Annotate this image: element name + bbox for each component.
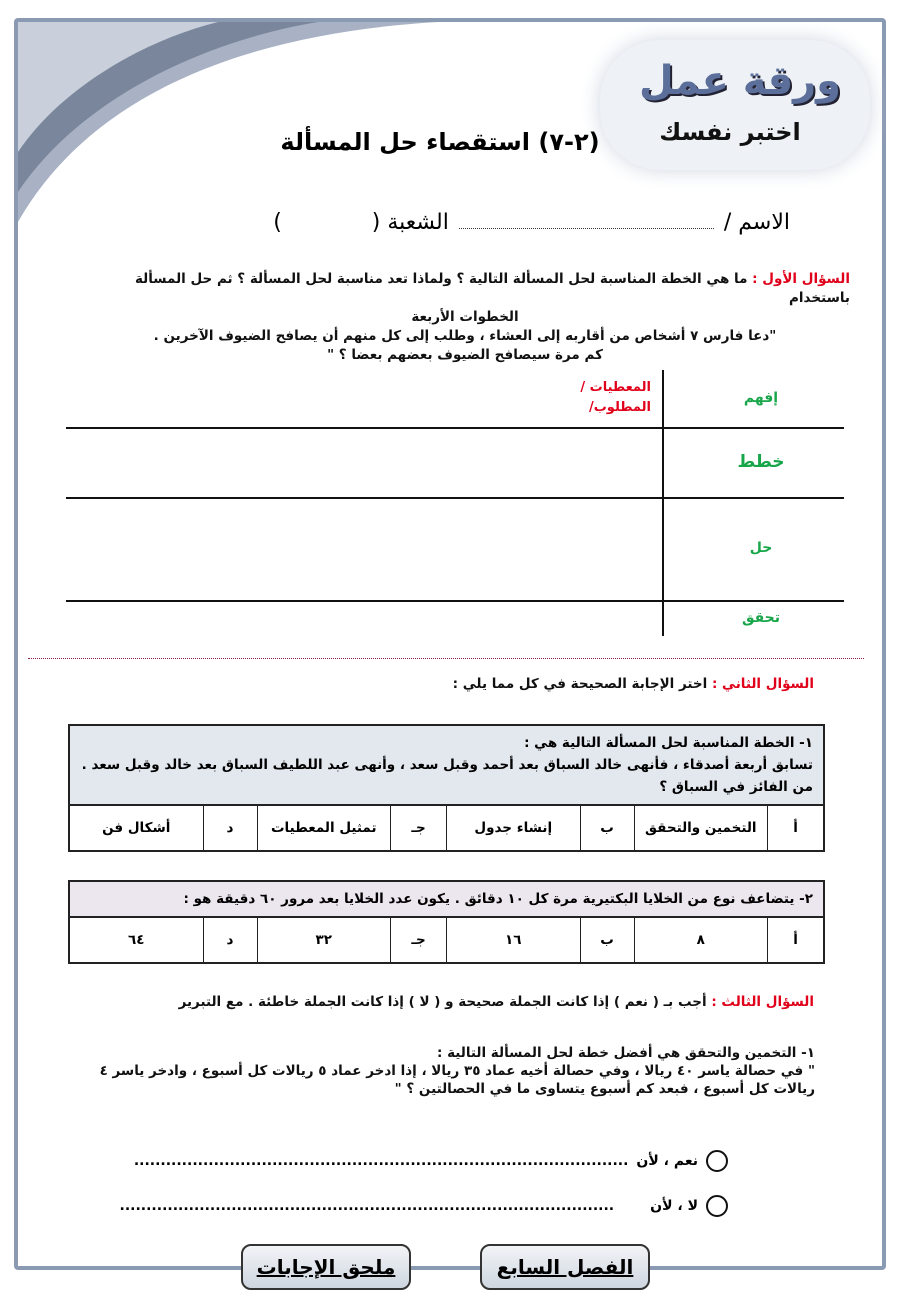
decorative-swoosh — [18, 22, 438, 222]
stage-plan: خطط — [737, 452, 785, 472]
answer-no — [120, 1195, 728, 1217]
option-letter: جـ — [390, 806, 446, 850]
name-label: الاسم / — [723, 210, 790, 235]
q3-item — [70, 1044, 815, 1098]
option-letter: أ — [767, 918, 823, 962]
mcq-1 — [68, 724, 825, 852]
subtitle: اختبر نفسك — [659, 118, 801, 146]
q1-text2: الخطوات الأربعة — [411, 309, 519, 325]
no-label: لا ، لأن — [650, 1198, 698, 1214]
q1-label: السؤال الأول : — [752, 271, 850, 287]
stage-check: تحقق — [741, 610, 781, 626]
four-steps-table — [66, 370, 844, 636]
option-choice[interactable]: ١٦ — [446, 918, 580, 962]
divider — [662, 370, 664, 636]
q3-item-title: ١- التخمين والتحقق هي أفضل خطة لحل المسألة التالية : — [436, 1045, 815, 1061]
q3-text: أجب بـ ( نعم ) إذا كانت الجملة صحيحة و ( لا ) إذا كانت الجملة خاطئة . مع التبرير — [178, 994, 707, 1010]
question-2-header — [80, 676, 814, 692]
givens-label: المعطيات / المطلوب/ — [580, 380, 651, 415]
option-choice[interactable]: أشكال فن — [102, 820, 171, 836]
option-choice[interactable]: ٣٢ — [257, 918, 391, 962]
option-letter: د — [203, 806, 257, 850]
option-choice[interactable]: التخمين والتحقق — [634, 806, 768, 850]
name-field[interactable] — [459, 215, 714, 229]
option-choice[interactable]: ٦٤ — [128, 932, 145, 948]
q2-text: اختر الإجابة الصحيحة في كل مما يلي : — [452, 676, 708, 692]
separator — [28, 658, 864, 659]
q3-item-body: " في حصالة ياسر ٤٠ ريالا ، وفي حصالة أخيه عماد ٣٥ ريالا ، إذا ادخر عماد ٥ ريالات كل أسبوع ، وادخر ياسر ٤ ريالات كل أسبوع ، فبعد كم أسبوع يتساوى ما في الحصالتين ؟ " — [99, 1063, 815, 1097]
mcq-1-body: تسابق أربعة أصدقاء ، فأنهى خالد السباق بعد أحمد وقبل سعد ، وأنهى عبد اللطيف السباق بعد خالد وقبل سعد . من الفائز في السباق ؟ — [81, 757, 813, 795]
chapter-button[interactable]: الفصل السابع — [480, 1244, 650, 1290]
q1-problem-line2: كم مرة سيصافح الضيوف بعضهم بعضا ؟ " — [327, 347, 603, 363]
q2-label: السؤال الثاني : — [711, 676, 814, 692]
divider — [66, 600, 844, 602]
worksheet-logo: ورقة عمل — [638, 58, 842, 104]
mcq-1-question: ١- الخطة المناسبة لحل المسألة التالية هي : — [524, 735, 813, 751]
option-choice[interactable]: تمثيل المعطيات — [257, 806, 391, 850]
option-letter: أ — [767, 806, 823, 850]
answers-button[interactable]: ملحق الإجابات — [241, 1244, 411, 1290]
yes-radio[interactable] — [706, 1150, 728, 1172]
divider — [66, 427, 844, 429]
question-1 — [80, 270, 850, 365]
no-reason-line[interactable]: ............................................................................................. — [119, 1198, 615, 1214]
mcq-2-question: ٢- يتضاعف نوع من الخلايا البكتيرية مرة كل ١٠ دقائق . يكون عدد الخلايا بعد مرور ٦٠ دقيقة هو : — [183, 891, 813, 907]
option-choice[interactable]: إنشاء جدول — [446, 806, 580, 850]
option-letter: ب — [580, 918, 634, 962]
question-3-header — [80, 994, 814, 1010]
yes-label: نعم ، لأن — [636, 1153, 698, 1169]
yes-reason-line[interactable]: ............................................................................................. — [133, 1153, 629, 1169]
option-choice[interactable]: ٨ — [634, 918, 768, 962]
answer-yes — [134, 1150, 728, 1172]
q1-problem-line1: "دعا فارس ٧ أشخاص من أقاربه إلى العشاء ، وطلب إلى كل منهم أن يصافح الضيوف الآخرين . — [153, 328, 777, 344]
q3-label: السؤال الثالث : — [711, 994, 814, 1010]
q1-text: ما هي الخطة المناسبة لحل المسألة التالية ؟ ولماذا تعد مناسبة لحل المسألة ؟ ثم حل المسألة باستخدام — [134, 271, 850, 306]
section-close: ) — [273, 210, 282, 235]
mcq-2 — [68, 880, 825, 964]
option-letter: ب — [580, 806, 634, 850]
no-radio[interactable] — [706, 1195, 728, 1217]
page-title: (٢-٧) استقصاء حل المسألة — [280, 128, 600, 156]
section-label: الشعبة ( — [371, 210, 449, 235]
stage-solve: حل — [749, 540, 773, 556]
option-letter: جـ — [390, 918, 446, 962]
divider — [66, 497, 844, 499]
name-line — [210, 210, 790, 235]
option-letter: د — [203, 918, 257, 962]
stage-understand: إفهم — [743, 390, 779, 406]
